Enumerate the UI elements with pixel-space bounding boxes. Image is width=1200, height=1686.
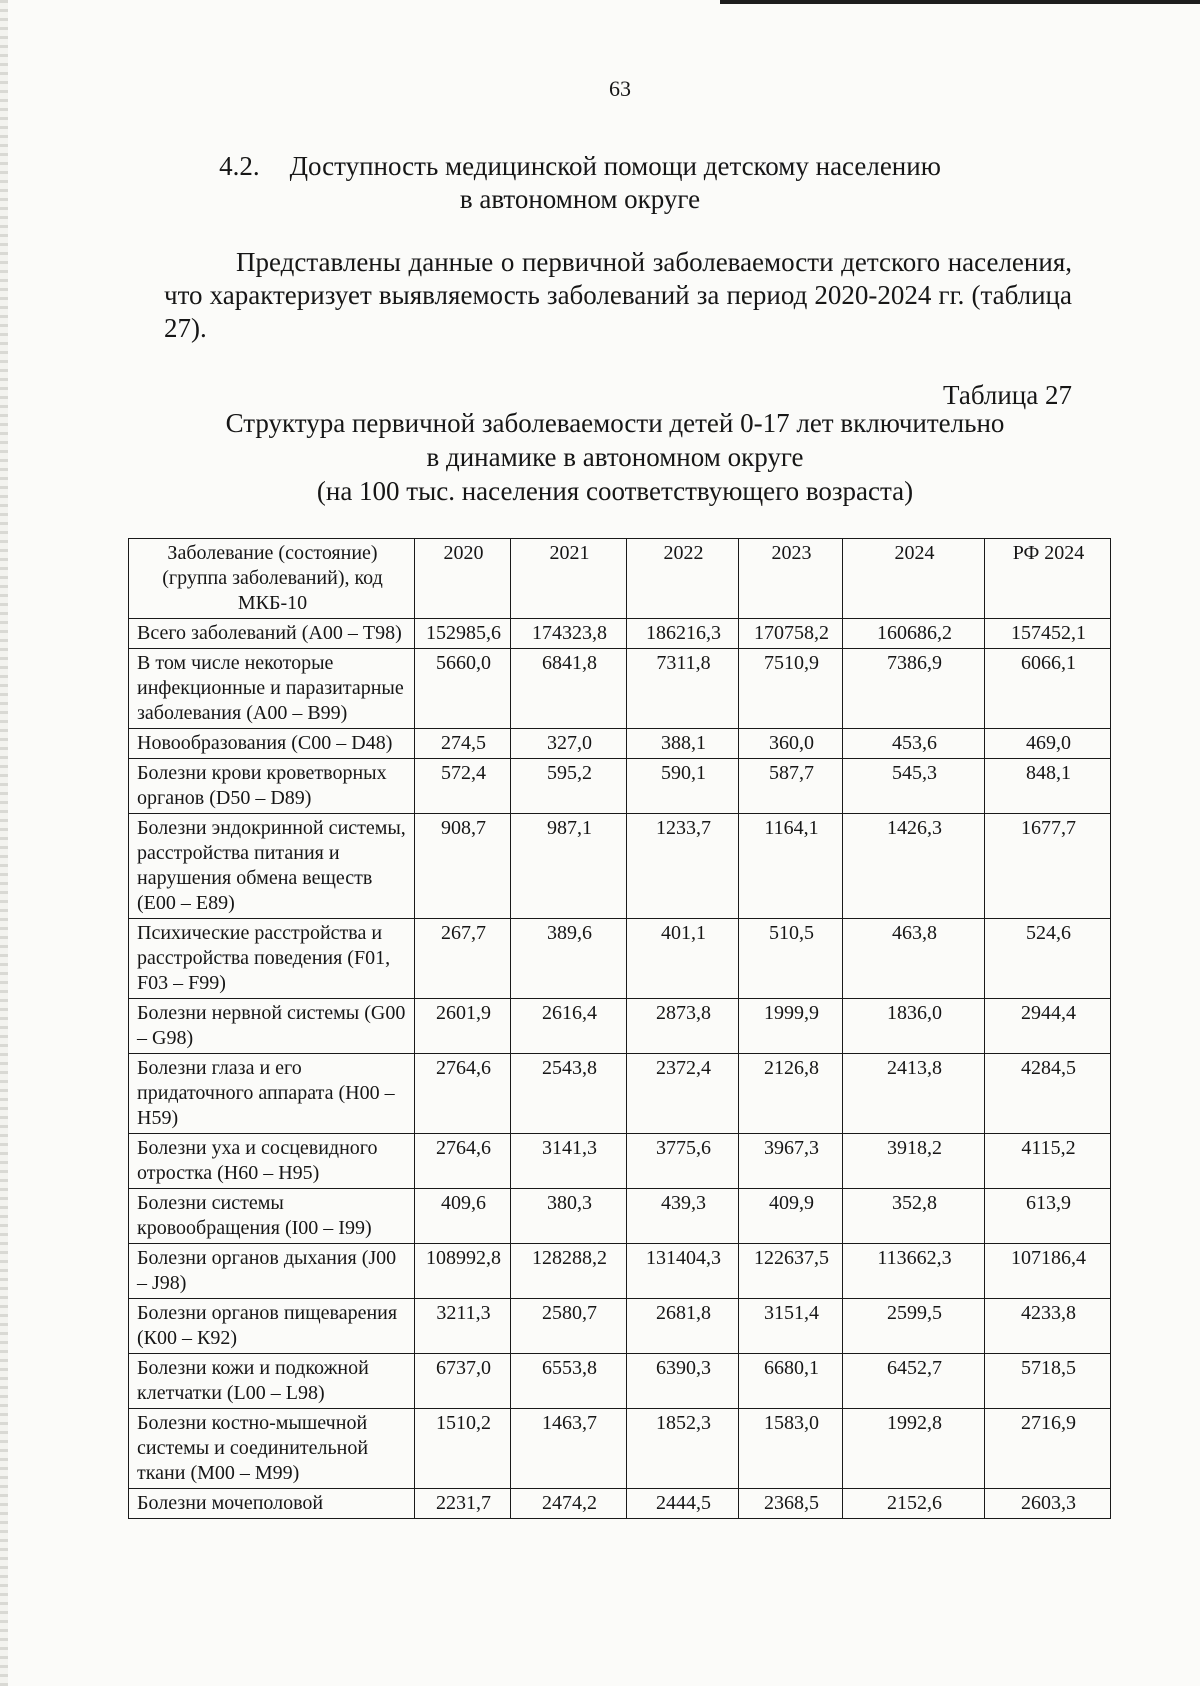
table-row <box>129 1409 1111 1489</box>
row-name: Болезни костно-мышечной системы и соединительной ткани (М00 – М99) <box>129 1409 415 1489</box>
cell-value: 2716,9 <box>985 1409 1111 1489</box>
table-row <box>129 1354 1111 1409</box>
row-name: Болезни системы кровообращения (I00 – I99) <box>129 1189 415 1244</box>
table-row <box>129 619 1111 649</box>
cell-value: 2603,3 <box>985 1489 1111 1519</box>
cell-value: 2372,4 <box>627 1054 739 1134</box>
cell-value: 595,2 <box>511 759 627 814</box>
cell-value: 1164,1 <box>739 814 843 919</box>
cell-value: 987,1 <box>511 814 627 919</box>
cell-value: 380,3 <box>511 1189 627 1244</box>
cell-value: 6553,8 <box>511 1354 627 1409</box>
cell-value: 128288,2 <box>511 1244 627 1299</box>
row-name: Болезни мочеполовой <box>129 1489 415 1519</box>
cell-value: 510,5 <box>739 919 843 999</box>
row-name: Новообразования (С00 – D48) <box>129 729 415 759</box>
cell-value: 409,6 <box>415 1189 511 1244</box>
header-cell-2022: 2022 <box>627 539 739 619</box>
cell-value: 6680,1 <box>739 1354 843 1409</box>
table-row <box>129 1054 1111 1134</box>
cell-value: 3151,4 <box>739 1299 843 1354</box>
cell-value: 160686,2 <box>843 619 985 649</box>
cell-value: 2681,8 <box>627 1299 739 1354</box>
cell-value: 6841,8 <box>511 649 627 729</box>
page-number: 63 <box>609 76 631 101</box>
cell-value: 2368,5 <box>739 1489 843 1519</box>
cell-value: 469,0 <box>985 729 1111 759</box>
cell-value: 2601,9 <box>415 999 511 1054</box>
cell-value: 1677,7 <box>985 814 1111 919</box>
intro-paragraph: Представлены данные о первичной заболеваемости детского населения, что характеризует выявляемость заболеваний за период 2020-2024 гг. (таблица 27). <box>164 247 1072 343</box>
table-row <box>129 729 1111 759</box>
cell-value: 6452,7 <box>843 1354 985 1409</box>
section-number: 4.2. <box>219 151 260 181</box>
cell-value: 572,4 <box>415 759 511 814</box>
table-row <box>129 999 1111 1054</box>
row-name: Болезни крови кроветворных органов (D50 – D89) <box>129 759 415 814</box>
cell-value: 2944,4 <box>985 999 1111 1054</box>
row-name: Болезни органов дыхания (J00 – J98) <box>129 1244 415 1299</box>
header-cell-2024: 2024 <box>843 539 985 619</box>
header-cell-disease: Заболевание (состояние) (группа заболеваний), код МКБ-10 <box>129 539 415 619</box>
table-row <box>129 814 1111 919</box>
table-row <box>129 1134 1111 1189</box>
row-name: Психические расстройства и расстройства поведения (F01, F03 – F99) <box>129 919 415 999</box>
table-header-row <box>129 539 1111 619</box>
cell-value: 613,9 <box>985 1189 1111 1244</box>
cell-value: 4115,2 <box>985 1134 1111 1189</box>
cell-value: 107186,4 <box>985 1244 1111 1299</box>
cell-value: 2580,7 <box>511 1299 627 1354</box>
cell-value: 4233,8 <box>985 1299 1111 1354</box>
cell-value: 170758,2 <box>739 619 843 649</box>
cell-value: 545,3 <box>843 759 985 814</box>
section-title-line1 <box>160 150 1000 183</box>
cell-value: 2444,5 <box>627 1489 739 1519</box>
cell-value: 108992,8 <box>415 1244 511 1299</box>
cell-value: 453,6 <box>843 729 985 759</box>
row-name: Болезни глаза и его придаточного аппарата (Н00 – Н59) <box>129 1054 415 1134</box>
morbidity-table <box>128 538 1111 1519</box>
table-row <box>129 1489 1111 1519</box>
cell-value: 463,8 <box>843 919 985 999</box>
cell-value: 2152,6 <box>843 1489 985 1519</box>
cell-value: 122637,5 <box>739 1244 843 1299</box>
row-name: Болезни нервной системы (G00 – G98) <box>129 999 415 1054</box>
header-cell-rf-2024: РФ 2024 <box>985 539 1111 619</box>
cell-value: 439,3 <box>627 1189 739 1244</box>
row-name: Всего заболеваний (А00 – Т98) <box>129 619 415 649</box>
cell-value: 1583,0 <box>739 1409 843 1489</box>
cell-value: 587,7 <box>739 759 843 814</box>
cell-value: 131404,3 <box>627 1244 739 1299</box>
header-cell-2023: 2023 <box>739 539 843 619</box>
cell-value: 352,8 <box>843 1189 985 1244</box>
cell-value: 157452,1 <box>985 619 1111 649</box>
cell-value: 7510,9 <box>739 649 843 729</box>
cell-value: 908,7 <box>415 814 511 919</box>
cell-value: 6066,1 <box>985 649 1111 729</box>
row-name: Болезни уха и сосцевидного отростка (Н60 – Н95) <box>129 1134 415 1189</box>
cell-value: 4284,5 <box>985 1054 1111 1134</box>
cell-value: 2474,2 <box>511 1489 627 1519</box>
cell-value: 3918,2 <box>843 1134 985 1189</box>
cell-value: 2413,8 <box>843 1054 985 1134</box>
cell-value: 7311,8 <box>627 649 739 729</box>
table-caption-line2: в динамике в автономном округе <box>426 442 804 472</box>
table-label: Таблица 27 <box>943 380 1072 410</box>
cell-value: 524,6 <box>985 919 1111 999</box>
row-name: Болезни эндокринной системы, расстройства питания и нарушения обмена веществ (Е00 – Е89) <box>129 814 415 919</box>
cell-value: 360,0 <box>739 729 843 759</box>
cell-value: 590,1 <box>627 759 739 814</box>
cell-value: 1992,8 <box>843 1409 985 1489</box>
row-name: В том числе некоторые инфекционные и паразитарные заболевания (А00 – В99) <box>129 649 415 729</box>
cell-value: 6737,0 <box>415 1354 511 1409</box>
cell-value: 3967,3 <box>739 1134 843 1189</box>
header-cell-2020: 2020 <box>415 539 511 619</box>
cell-value: 186216,3 <box>627 619 739 649</box>
cell-value: 2126,8 <box>739 1054 843 1134</box>
cell-value: 388,1 <box>627 729 739 759</box>
cell-value: 2599,5 <box>843 1299 985 1354</box>
cell-value: 3775,6 <box>627 1134 739 1189</box>
cell-value: 1426,3 <box>843 814 985 919</box>
table-caption-line3: (на 100 тыс. населения соответствующего возраста) <box>316 476 914 506</box>
section-title <box>160 150 1000 216</box>
table-row <box>129 919 1111 999</box>
cell-value: 409,9 <box>739 1189 843 1244</box>
table-row <box>129 1189 1111 1244</box>
cell-value: 2873,8 <box>627 999 739 1054</box>
cell-value: 274,5 <box>415 729 511 759</box>
header-cell-2021: 2021 <box>511 539 627 619</box>
row-name: Болезни органов пищеварения (К00 – К92) <box>129 1299 415 1354</box>
cell-value: 3141,3 <box>511 1134 627 1189</box>
cell-value: 152985,6 <box>415 619 511 649</box>
cell-value: 2764,6 <box>415 1054 511 1134</box>
row-name: Болезни кожи и подкожной клетчатки (L00 – L98) <box>129 1354 415 1409</box>
table-row <box>129 759 1111 814</box>
cell-value: 1836,0 <box>843 999 985 1054</box>
cell-value: 327,0 <box>511 729 627 759</box>
cell-value: 1463,7 <box>511 1409 627 1489</box>
cell-value: 1999,9 <box>739 999 843 1054</box>
section-title-text: Доступность медицинской помощи детскому населению <box>289 151 941 181</box>
cell-value: 848,1 <box>985 759 1111 814</box>
cell-value: 1852,3 <box>627 1409 739 1489</box>
cell-value: 5660,0 <box>415 649 511 729</box>
section-title-line2: в автономном округе <box>459 184 701 214</box>
cell-value: 401,1 <box>627 919 739 999</box>
cell-value: 7386,9 <box>843 649 985 729</box>
table-row <box>129 1299 1111 1354</box>
table-caption-line1: Структура первичной заболеваемости детей 0-17 лет включительно <box>225 408 1005 438</box>
cell-value: 267,7 <box>415 919 511 999</box>
cell-value: 1510,2 <box>415 1409 511 1489</box>
top-edge-line <box>720 0 1200 4</box>
table-row <box>129 649 1111 729</box>
cell-value: 174323,8 <box>511 619 627 649</box>
table-row <box>129 1244 1111 1299</box>
cell-value: 113662,3 <box>843 1244 985 1299</box>
cell-value: 1233,7 <box>627 814 739 919</box>
cell-value: 2543,8 <box>511 1054 627 1134</box>
cell-value: 5718,5 <box>985 1354 1111 1409</box>
cell-value: 2764,6 <box>415 1134 511 1189</box>
table-caption <box>150 406 1080 508</box>
cell-value: 2616,4 <box>511 999 627 1054</box>
cell-value: 389,6 <box>511 919 627 999</box>
cell-value: 2231,7 <box>415 1489 511 1519</box>
scan-left-edge <box>0 0 8 1686</box>
cell-value: 3211,3 <box>415 1299 511 1354</box>
cell-value: 6390,3 <box>627 1354 739 1409</box>
